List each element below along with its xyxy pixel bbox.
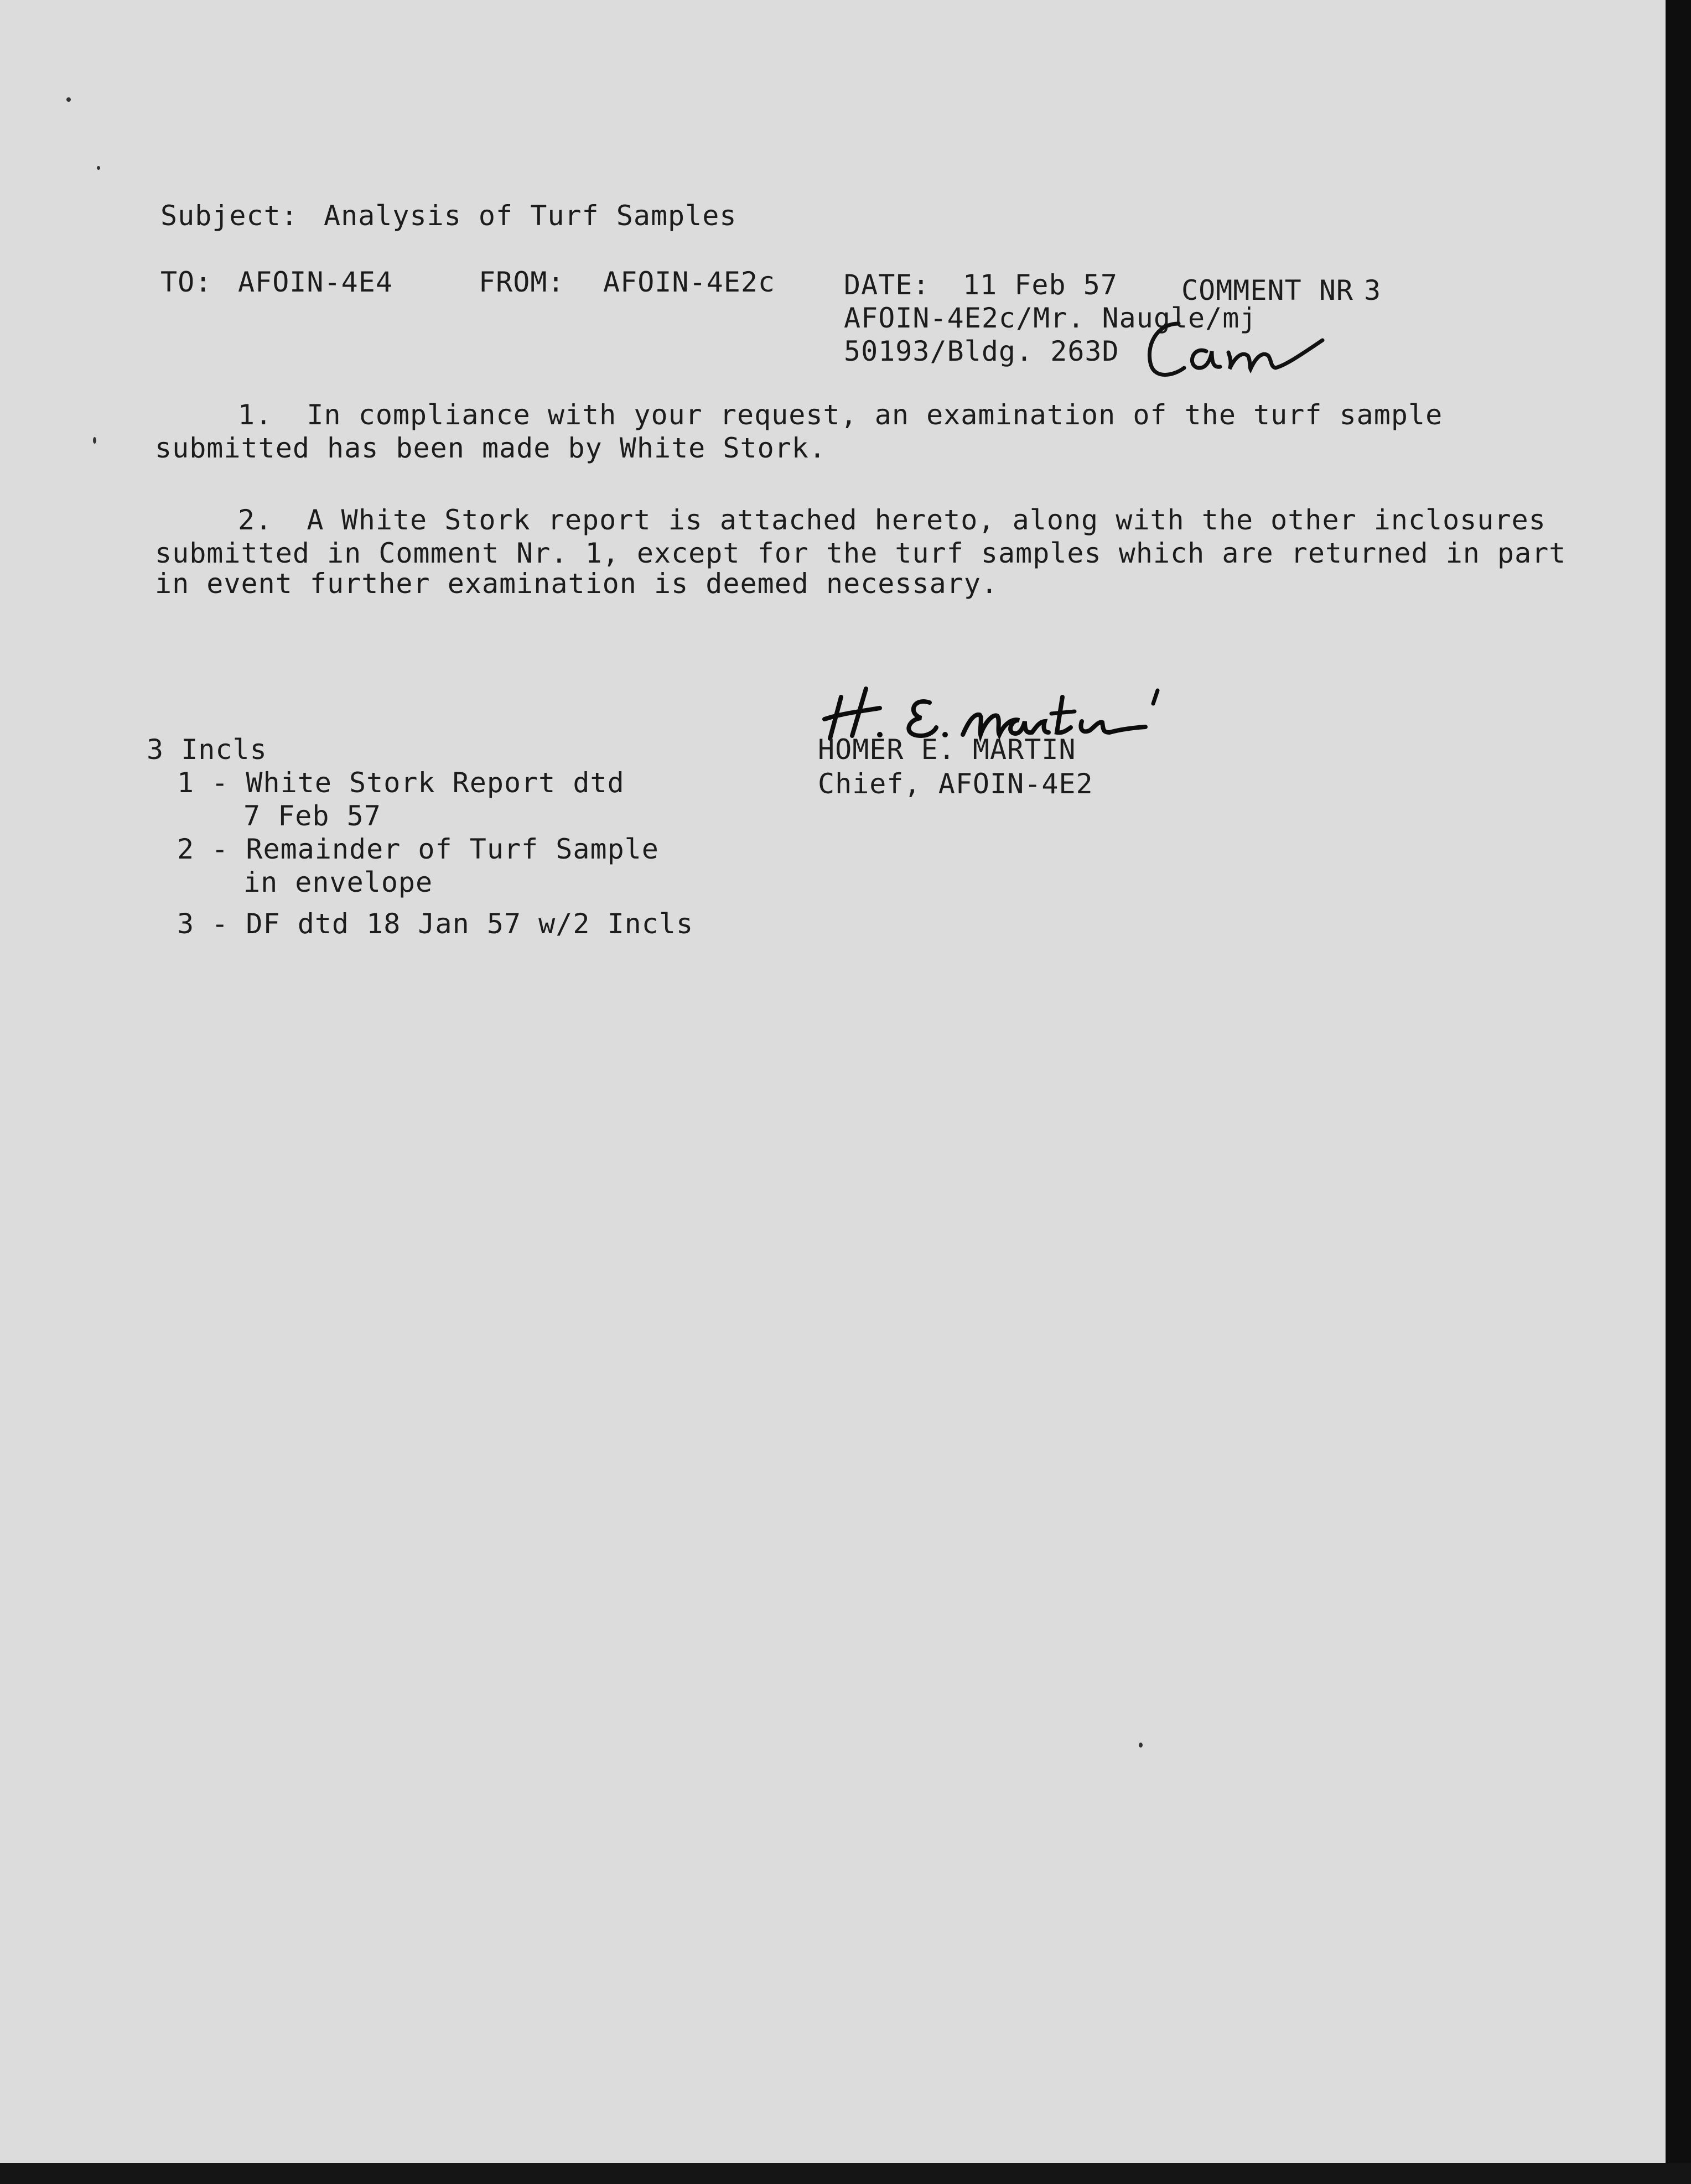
- inclosure-1-line-2: 7 Feb 57: [243, 800, 381, 832]
- subject-label: Subject:: [160, 200, 298, 232]
- to-label: TO:: [160, 266, 212, 298]
- paragraph-2-line-2: submitted in Comment Nr. 1, except for the turf samples which are returned in part: [155, 537, 1566, 569]
- signer-name: HOMER E. MARTIN: [818, 734, 1076, 766]
- from-value: AFOIN-4E2c: [603, 266, 776, 298]
- scan-border-right: [1666, 0, 1691, 2184]
- comment-label: COMMENT NR: [1181, 274, 1354, 306]
- signer-title: Chief, AFOIN-4E2: [818, 768, 1093, 800]
- scan-speck: [66, 97, 71, 102]
- scan-speck: [93, 437, 96, 444]
- paragraph-2-line-3: in event further examination is deemed necessary.: [155, 568, 999, 600]
- scan-speck: [1139, 1743, 1143, 1748]
- date-value: 11 Feb 57: [963, 269, 1118, 301]
- inclosure-2-line-2: in envelope: [243, 866, 433, 898]
- scan-border-bottom: [0, 2163, 1691, 2184]
- date-label: DATE:: [844, 269, 930, 301]
- routing-line-1: AFOIN-4E2c/Mr. Naugle/mj: [844, 302, 1257, 334]
- handwritten-initials: [1140, 313, 1339, 384]
- paragraph-1-line-1: 1. In compliance with your request, an examination of the turf sample: [238, 399, 1443, 431]
- inclosure-3: 3 - DF dtd 18 Jan 57 w/2 Incls: [177, 908, 694, 940]
- inclosures-header: 3 Incls: [147, 734, 267, 766]
- routing-line-2: 50193/Bldg. 263D: [844, 335, 1119, 367]
- to-value: AFOIN-4E4: [238, 266, 393, 298]
- inclosure-2-line-1: 2 - Remainder of Turf Sample: [177, 833, 659, 865]
- comment-number: 3: [1364, 274, 1382, 306]
- paragraph-2-line-1: 2. A White Stork report is attached hereto, along with the other inclosures: [238, 504, 1546, 536]
- from-label: FROM:: [479, 266, 565, 298]
- paragraph-1-line-2: submitted has been made by White Stork.: [155, 432, 826, 464]
- inclosure-1-line-1: 1 - White Stork Report dtd: [177, 767, 625, 799]
- subject-value: Analysis of Turf Samples: [324, 200, 737, 232]
- scan-speck: [97, 166, 100, 170]
